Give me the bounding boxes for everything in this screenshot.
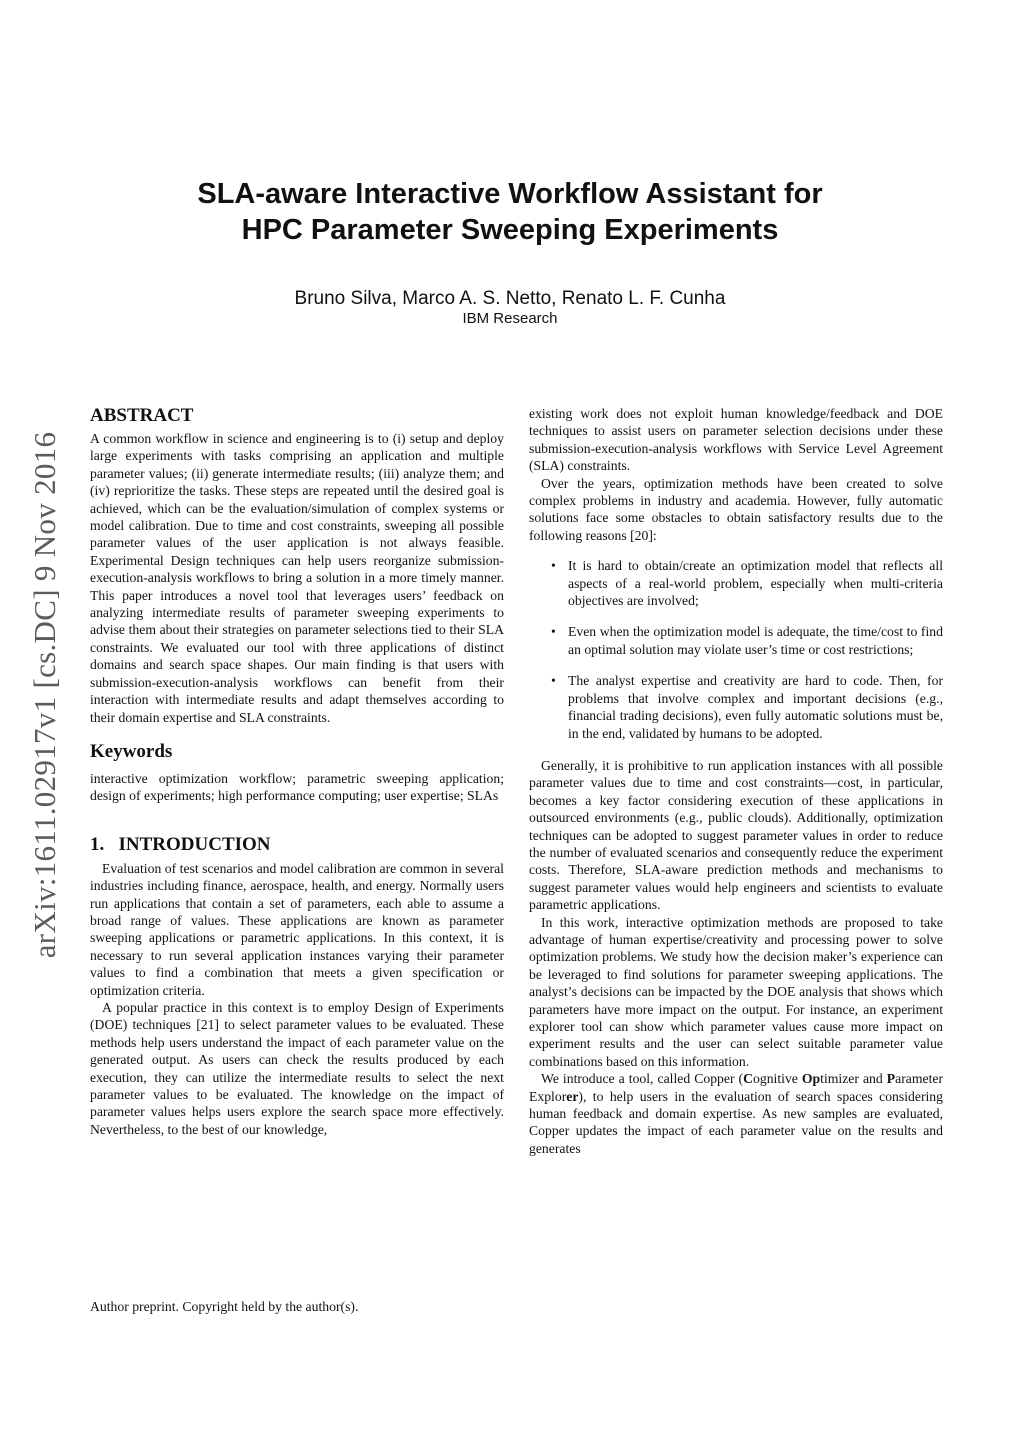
bullet-icon: •: [551, 558, 556, 574]
abstract-heading: ABSTRACT: [90, 405, 194, 426]
footnote: Author preprint. Copyright held by the author(s).: [90, 1299, 359, 1314]
reasons-list-item-text: It is hard to obtain/create an optimization model that reflects all aspects of a real-world problem, especially when multi-criteria objectives are involved;: [568, 558, 943, 609]
intro-paragraph-4: Generally, it is prohibitive to run application instances with all possible parameter values due to time and cost constraints—cost, in particular, becomes a key factor considering execution of these applications in outsourced environments (e.g., public clouds). Additionally, optimization techniques can be adopted to suggest parameter values in order to reduce the number of evaluated scenarios and consequently reduce the experiment costs. Therefore, SLA-aware prediction methods and mechanisms to suggest parameter values would help engineers and scientists to evaluate parametric applications.: [529, 757, 943, 913]
left-column: [90, 405, 504, 1138]
introduction-heading: 1. INTRODUCTION: [90, 833, 271, 855]
reasons-list-item: [529, 623, 943, 658]
paper-title: [120, 176, 900, 248]
p6-bold-op: Op: [801, 1071, 821, 1087]
intro-paragraph-1: Evaluation of test scenarios and model calibration are common in several industries including finance, aerospace, health, and energy. Normally users run applications that contain a set of parameters, each able to assume a broad range of values. These applications are known as parameter sweeping applications or parametric applications. In this context, it is necessary to run several application instances varying their parameter values to find a combination that meets a given specification or optimization criteria.: [90, 860, 504, 998]
keywords-heading: Keywords: [90, 740, 173, 762]
reasons-list: [529, 557, 943, 742]
p6-bold-p: P: [886, 1071, 896, 1087]
paper-title-line-1: SLA-aware Interactive Workflow Assistant for: [197, 178, 823, 210]
intro-paragraph-2-continued: existing work does not exploit human knowledge/feedback and DOE techniques to assist users on parameter selection decisions under these submission-execution-analysis workflows with Service Level Agreement (SLA) constraints.: [529, 406, 943, 474]
paper-authors: Bruno Silva, Marco A. S. Netto, Renato L. F. Cunha: [294, 288, 726, 309]
arxiv-stamp-text: arXiv:1611.02917v1 [cs.DC] 9 Nov 2016: [27, 431, 62, 959]
reasons-list-item: [529, 557, 943, 609]
p6-bold-c: C: [743, 1071, 753, 1087]
bullet-icon: •: [551, 673, 556, 689]
p6-text-a: We introduce a tool, called Copper (: [541, 1071, 744, 1087]
intro-paragraph-2: A popular practice in this context is to employ Design of Experiments (DOE) techniques [21] to select parameter values to be evaluated. These methods help users understand the impact of each parameter value on the generated output. As users can check the results produced by each execution, they can utilize the intermediate results to select the next parameter values to be evaluated. The knowledge on the impact of parameter values helps users explore the search space more effectively. Nevertheless, to the best of our knowledge,: [90, 999, 504, 1137]
reasons-list-item-text: Even when the optimization model is adequate, the time/cost to find an optimal solution may violate user’s time or cost restrictions;: [568, 624, 943, 657]
keywords-text: interactive optimization workflow; parametric sweeping application; design of experiments; high performance computing; user expertise; SLAs: [90, 770, 504, 804]
p6-text-c2: timizer and: [820, 1071, 887, 1087]
p6-text-d: ), to help users in the evaluation of search spaces considering human feedback and domain expertise. As new samples are evaluated, Copper updates the impact of each parameter value on the results and generates: [529, 1088, 943, 1156]
p6-text-c1: ognitive: [753, 1071, 802, 1087]
intro-paragraph-6: [529, 1070, 943, 1157]
intro-paragraph-3: Over the years, optimization methods have been created to solve complex problems in industry and academia. However, fully automatic solutions face some obstacles to obtain satisfactory results due to the following reasons [20]:: [529, 475, 943, 543]
paper-title-line-2: HPC Parameter Sweeping Experiments: [241, 214, 779, 246]
p6-bold-er: er: [566, 1088, 579, 1104]
p6-text-c3: arameter Explor: [529, 1071, 944, 1104]
abstract-text: A common workflow in science and engineering is to (i) setup and deploy large experiments with tasks comprising an application and multiple parameter values; (ii) generate intermediate results; (iii) analyze them; and (iv) reprioritize the tasks. These steps are repeated until the desired goal is achieved, which can be the evaluation/simulation of complex systems or model calibration. Due to time and cost constraints, sweeping all possible parameter values of the user application is not always feasible. Experimental Design techniques can help users reorganize submission-execution-analysis workflows to bring a solution in a more timely manner. This paper introduces a novel tool that leverages users’ feedback on analyzing intermediate results of parameter sweeping experiments to advise them about their strategies on parameter selections tied to their SLA constraints. We evaluated our tool with three applications of distinct domains and search space shapes. Our main finding is that users with submission-execution-analysis workflows can benefit from their interaction with intermediate results and adapt themselves according to their domain expertise and SLA constraints.: [90, 431, 504, 725]
reasons-list-item-text: The analyst expertise and creativity are hard to code. Then, for problems that involve complex and important decisions (e.g., financial trading decisions), even fully automatic solutions must be, in the end, validated by humans to be adopted.: [568, 673, 943, 741]
paper-affiliation: IBM Research: [462, 310, 558, 327]
bullet-icon: •: [551, 624, 556, 640]
right-column: [529, 405, 943, 1157]
intro-paragraph-5: In this work, interactive optimization methods are proposed to take advantage of human expertise/creativity and processing power to solve optimization problems. We study how the decision maker’s experience can be leveraged to find solutions for parameter sweeping applications. The analyst’s decisions can be impacted by the DOE analysis that shows which parameters have more impact on the output. For instance, an experiment explorer tool can show which parameter values cause more impact on experiment results and the user can select suitable parameter value combinations based on this information.: [529, 914, 943, 1069]
reasons-list-item: [529, 672, 943, 742]
